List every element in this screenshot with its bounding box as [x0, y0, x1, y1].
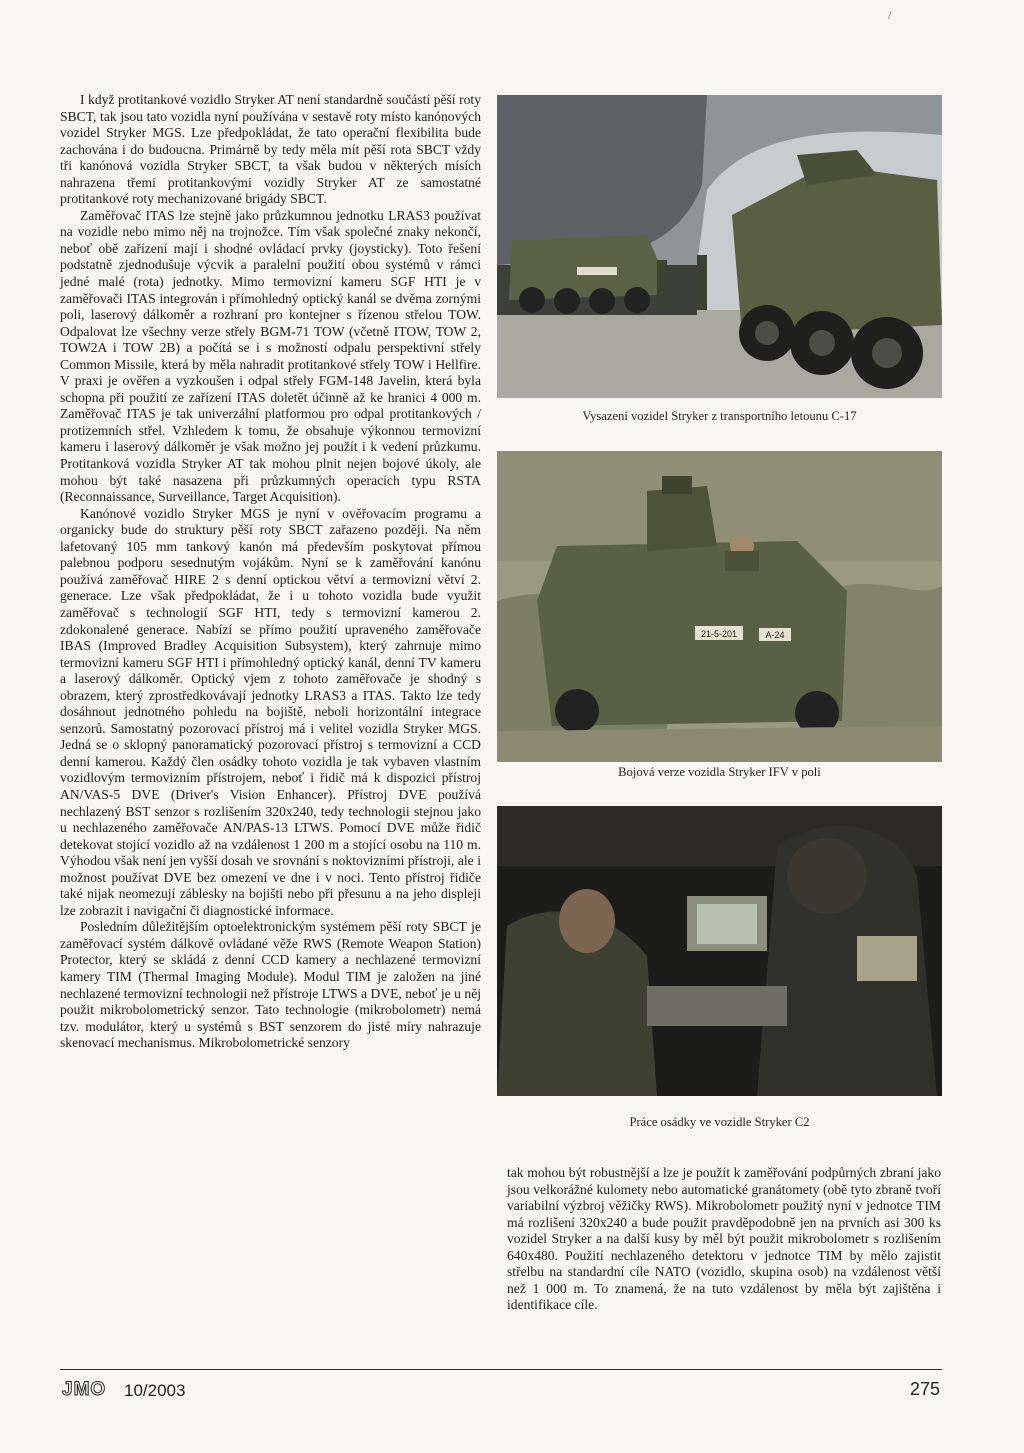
vehicle-bumper-tag: A-24	[765, 630, 785, 640]
photo-caption: Vysazení vozidel Stryker z transportního letounu C-17	[582, 409, 857, 423]
paragraph: Posledním důležitějším optoelektronickým systémem pěší roty SBCT je zaměřovací systém dálkově ovládané věže RWS (Remote Weapon Station) Protector, který se skládá z denní CCD kamery a nechlazené termovizní kamery TIM (Thermal Imaging Module). Modul TIM je založen na jiné nechlazené termovizní technologii než přístroje LTWS a DVE, neboť je u něj použit mikrobolometrický senzor. Tato technologie (mikrobolometr) nemá tzv. modulátor, který u systémů s BST senzorem do jisté míry nahrazuje skenovací mechanismus. Mikrobolometrické senzory	[60, 919, 481, 1051]
left-text-column	[60, 92, 481, 1052]
photo-stryker-c17-unloading	[497, 95, 942, 398]
paragraph: I když protitankové vozidlo Stryker AT není standardně součástí pěší roty SBCT, tak jsou tato vozidla nyní používána v sestavě roty místo kanónových vozidel Stryker MGS. Lze předpokládat, že tato operační flexibilita bude zachována i do budoucna. Primárně by tedy měla mít pěší rota SBCT vždy tři kanónová vozidla Stryker SBCT, ta však budou v některých mísích nahrazena třemi protitankovými vozidly Stryker AT ze samostatné protitankové roty mechanizované brigády SBCT.	[60, 92, 481, 207]
page-number: 275	[910, 1379, 941, 1399]
vehicle-bumper-number: 21-5-201	[700, 629, 738, 639]
photo-caption: Práce osádky ve vozidle Stryker C2	[629, 1115, 810, 1129]
paragraph: Zaměřovač ITAS lze stejně jako průzkumnou jednotku LRAS3 používat na vozidle nebo mimo něj na trojnožce. Tím však společné znaky nekončí, neboť obě zařízení mají i shodné ovládací prvky (joysticky). Toto řešení podstatně zjednodušuje výcvik a paralelní použití obou systémů v rámci jedné malé (rota) jednotky. Mimo termovizní kameru SGF HTI je v zaměřovači ITAS integrován i přímohledný optický kanál se dvěma zornými poli, laserový dálkoměr a rozhraní pro kontejner s řízenou střelou TOW. Odpalovat lze všechny verze střely BGM-71 TOW (včetně ITOW, TOW 2, TOW2A i TOW 2B) a počítá se i s možností odpalu perspektivní střely Common Missile, která by měla nahradit protitankové střely TOW i Hellfire. V praxi je ověřen a vyzkoušen i odpal střely FGM-148 Javelin, která byla schopna při použití ze zařízení ITAS doletět účinně až ke hranici 4 000 m. Zaměřovač ITAS je tak univerzální platformou pro odpal protitankových / protizemních střel. Vzhledem k tomu, že obsahuje výkonnou termovizní kameru i laserový dálkoměr je však možno jej použít i k vedení průzkumu. Protitanková vozidla Stryker AT tak mohou plnit nejen bojové úkoly, ale mohou být také nasazena při průzkumných operacích typu RSTA (Reconnaissance, Surveillance, Target Acquisition).	[60, 207, 481, 505]
photo-caption: Bojová verze vozidla Stryker IFV v poli	[618, 765, 821, 779]
photo-stryker-c2-crew	[497, 806, 942, 1096]
footer-rule	[60, 1369, 942, 1370]
issue-number: 10/2003	[124, 1381, 186, 1400]
paragraph: tak mohou být robustnější a lze je použít k zaměřování podpůrných zbraní jako jsou velkorážné kulomety nebo automatické granátomety (obě tyto zbraně tvoří variabilní výzbroj věžičky RWS). Mikrobolometr použitý nyní v jednotce TIM má rozlišení 320x240 a bude použit pravděpodobně jen na prvních asi 300 ks vozidel Stryker a na další kusy by měl být použit mikrobolometr s rozlišením 640x480. Použití nechlazeného detektoru v jednotce TIM by mělo zajistit střelbu na standardní cíle NATO (vozidlo, skupina osob) na vzdálenost větší než 1 000 m. To znamená, že na tuto vzdálenost by měla být zajištěna i identifikace cíle.	[507, 1165, 941, 1313]
paragraph: Kanónové vozidlo Stryker MGS je nyní v ověřovacím programu a organicky bude do struktury pěší roty SBCT zařazeno později. Na něm lafetovaný 105 mm tankový kanón má především poskytovat přímou palebnou podporu sesednutým vojákům. Nyní se k zaměřování kanónu používá zaměřovač HIRE 2 s denní optickou větví a termovizní větví 2. generace. Lze však předpokládat, že i u tohoto vozidla bude využit zaměřovač s technologií SGF HTI, tedy s termovizní kamerou 2. zdokonalené generace. Nabízí se přímo použití upraveného zaměřovače IBAS (Improved Bradley Acquisition Subsystem), který zahrnuje mimo termovizní kameru SGF HTI i přímohledný optický kanál, denní TV kameru a laserový dálkoměr. Optický vjem z tohoto zaměřovače je shodný s obrazem, který zprostředkovávají jednotky LRAS3 a ITAS. Takto lze tedy dosáhnout jednotného pohledu na bojiště, neboli horizontální integrace senzorů. Samostatný pozorovací přístroj má i velitel vozidla Stryker MGS. Jedná se o sklopný panoramatický pozorovací přístroj s termovizní a CCD denní kamerou. Každý člen osádky tohoto vozidla je tak vybaven vlastním vozidlovým termovizním přístrojem, neboť i řidič má k dispozici přístroj AN/VAS-5 DVE (Driver's Vision Enhancer). Přístroj DVE používá nechlazený BST senzor s rozlišením 320x240, tedy technologii stejnou jako u nechlazeného zaměřovače AN/PAS-13 LTWS. Pomocí DVE může řidič detekovat stojící vozidlo až na vzdálenost 1 200 m a stojící osobu na 110 m. Výhodou však není jen vyšší dosah ve srovnání s noktovizními přístroji, ale i možnost používat DVE bez omezení ve dne i v noci. Tento přístroj řidiče také nijak neomezují záblesky na bojišti nebo při přesunu a na jeho displeji lze zobrazit i navigační či diagnostické informace.	[60, 505, 481, 918]
right-text-column	[507, 1165, 941, 1314]
page-corner-mark: /	[888, 8, 892, 22]
photo-stryker-ifv-field	[497, 451, 942, 762]
magazine-logo: JMO	[62, 1379, 107, 1400]
